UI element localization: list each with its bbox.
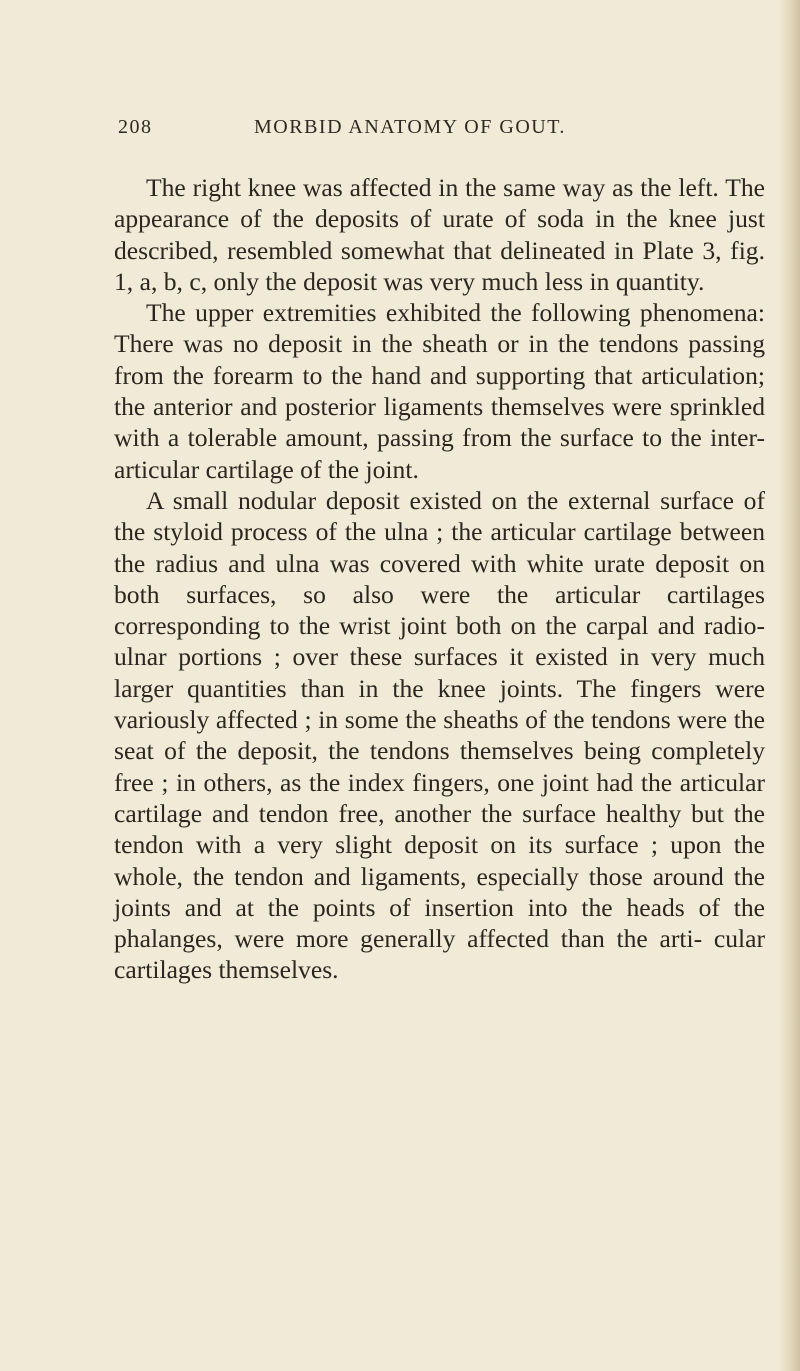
body-text — [114, 172, 765, 986]
paragraph-upper-extremities: The upper extremities exhibited the following phenomena: There was no deposit in the sheath or in the tendons passing from the forearm to the hand and supporting that articulation; the anterior and posterior ligaments themselves were sprinkled with a tolerable amount, passing from the surface to the inter-articular cartilage of the joint. — [114, 298, 765, 484]
running-head: MORBID ANATOMY OF GOUT. — [254, 116, 566, 138]
paragraph-right-knee: The right knee was affected in the same way as the left. The appearance of the deposits of urate of soda in the knee just described, resembled somewhat that delineated in Plate 3, fig. 1, a, b, c, only the deposit was very much less in quantity. — [114, 173, 765, 296]
page-edge-shadow — [778, 0, 800, 1371]
paragraph-styloid-deposit: A small nodular deposit existed on the external surface of the styloid process of the ulna ; the articular cartilage between the radius and ulna was covered with white urate deposit on both surfaces, so also were the articular cartilages corresponding to the wrist joint both on the carpal and radio-ulnar portions ; over these surfaces it existed in very much larger quantities than in the knee joints. The fingers were variously affected ; in some the sheaths of the tendons were the seat of the deposit, the tendons themselves being completely free ; in others, as the index fingers, one joint had the articular cartilage and tendon free, another the surface healthy but the tendon with a very slight deposit on its surface ; upon the whole, the tendon and ligaments, especially those around the joints and at the points of insertion into the heads of the phalanges, were more generally affected than the arti- cular cartilages themselves. — [114, 485, 765, 985]
page-number: 208 — [118, 116, 153, 138]
page-header — [118, 116, 758, 146]
